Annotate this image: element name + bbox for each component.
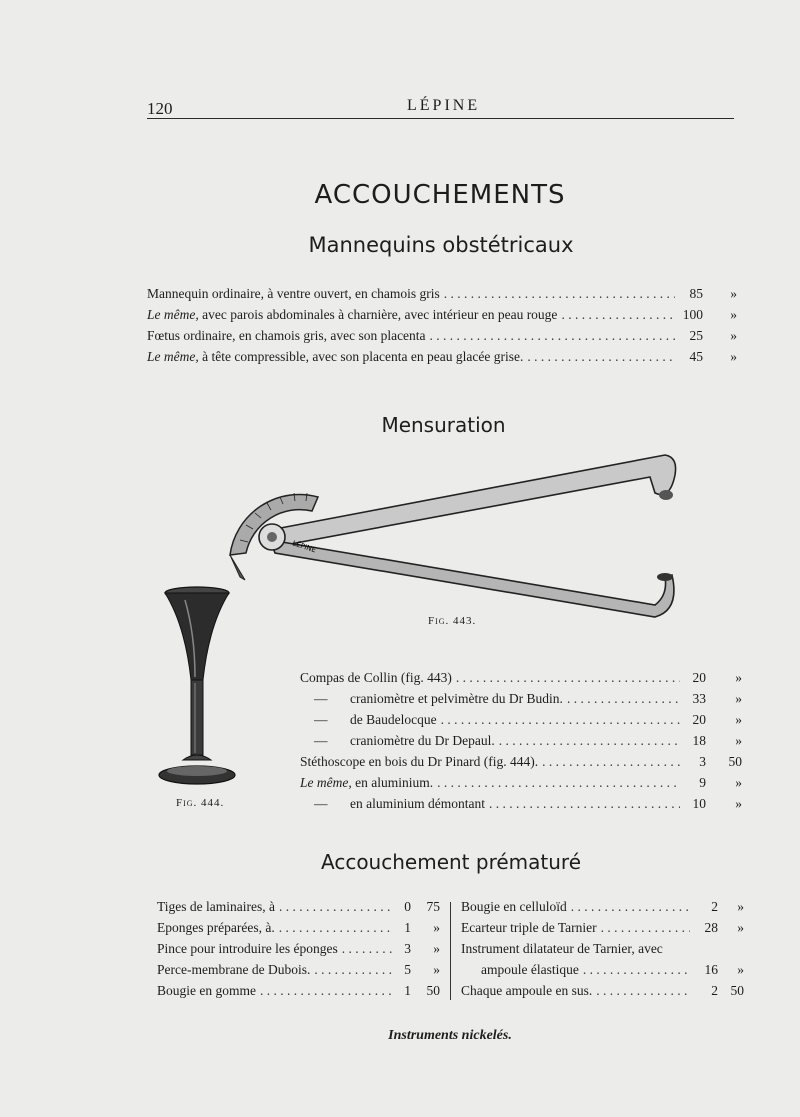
- item-price: 18: [692, 733, 706, 748]
- item-cents: »: [737, 962, 744, 977]
- item-label: Compas de Collin (fig. 443): [300, 670, 452, 685]
- list-item: [147, 307, 737, 328]
- item-cents: »: [737, 920, 744, 935]
- list-item: [461, 983, 744, 1004]
- item-cents: »: [735, 796, 742, 811]
- item-price: 33: [692, 691, 706, 706]
- item-label: en aluminium démontant: [350, 796, 485, 811]
- item-price: 1: [404, 920, 411, 935]
- item-label: Bougie en gomme: [157, 983, 256, 998]
- item-cents: »: [433, 920, 440, 935]
- premature-left-list: [157, 899, 440, 1004]
- item-cents: »: [730, 349, 737, 364]
- item-label: Mannequin ordinaire, à ventre ouvert, en chamois gris: [147, 286, 440, 301]
- item-price: 9: [699, 775, 706, 790]
- item-cents: 50: [728, 754, 742, 769]
- list-item: [461, 962, 744, 983]
- list-item: [157, 983, 440, 1004]
- list-item: [147, 286, 737, 307]
- item-price: 3: [404, 941, 411, 956]
- item-label: Eponges préparées, à.: [157, 920, 275, 935]
- header-rule: [147, 118, 734, 119]
- item-label-italic: Le même,: [147, 307, 199, 322]
- item-label: avec parois abdominales à charnière, avec intérieur en peau rouge: [202, 307, 558, 322]
- item-price: 5: [404, 962, 411, 977]
- item-label: de Baudelocque: [350, 712, 437, 727]
- ditto-dash: —: [314, 796, 328, 811]
- running-title: LÉPINE: [407, 97, 481, 114]
- list-item: [147, 349, 737, 370]
- item-price: 28: [704, 920, 718, 935]
- item-label: Tiges de laminaires, à: [157, 899, 275, 914]
- stethoscope-illustration: [155, 585, 245, 790]
- item-cents: »: [735, 691, 742, 706]
- item-label: en aluminium.: [355, 775, 434, 790]
- item-label: Perce-membrane de Dubois.: [157, 962, 311, 977]
- premature-right-list: [461, 899, 744, 1004]
- list-item: [300, 775, 742, 796]
- item-label: à tête compressible, avec son placenta en peau glacée grise.: [202, 349, 524, 364]
- item-cents: 50: [730, 983, 744, 998]
- item-label: Pince pour introduire les éponges: [157, 941, 338, 956]
- item-label: Stéthoscope en bois du Dr Pinard (fig. 444).: [300, 754, 539, 769]
- list-item: [147, 328, 737, 349]
- list-item: [300, 733, 742, 754]
- item-price: 85: [689, 286, 703, 301]
- item-price: 20: [692, 712, 706, 727]
- item-cents: »: [735, 775, 742, 790]
- list-item: [461, 920, 744, 941]
- list-item: [300, 754, 742, 775]
- engraved-mark: LÉPINE: [291, 539, 317, 555]
- column-divider: [450, 902, 451, 1000]
- item-price: 1: [404, 983, 411, 998]
- item-price: 16: [704, 962, 718, 977]
- item-label: Fœtus ordinaire, en chamois gris, avec son placenta: [147, 328, 426, 343]
- item-cents: »: [735, 670, 742, 685]
- item-label: Bougie en celluloïd: [461, 899, 567, 914]
- item-label-italic: Le même,: [147, 349, 199, 364]
- item-cents: 75: [426, 899, 440, 914]
- item-price: 45: [689, 349, 703, 364]
- item-cents: »: [735, 733, 742, 748]
- footer-heading: Instruments nickelés.: [388, 1028, 512, 1043]
- item-price: 100: [682, 307, 703, 322]
- list-item: [300, 691, 742, 712]
- item-cents: »: [730, 328, 737, 343]
- item-label: Ecarteur triple de Tarnier: [461, 920, 597, 935]
- heading-premature: Accouchement prématuré: [321, 850, 581, 874]
- list-item: [157, 920, 440, 941]
- heading-mensuration: Mensuration: [381, 413, 506, 437]
- item-price: 25: [689, 328, 703, 343]
- item-label-italic: Le même,: [300, 775, 352, 790]
- list-item: [300, 796, 742, 817]
- item-cents: »: [433, 962, 440, 977]
- item-price: 20: [692, 670, 706, 685]
- ditto-dash: —: [314, 712, 328, 727]
- ditto-dash: —: [314, 691, 328, 706]
- item-label: craniomètre et pelvimètre du Dr Budin.: [350, 691, 563, 706]
- list-item: [157, 941, 440, 962]
- item-price: 2: [711, 899, 718, 914]
- item-cents: »: [737, 899, 744, 914]
- list-item: [461, 941, 744, 962]
- list-item: [461, 899, 744, 920]
- item-label: Chaque ampoule en sus.: [461, 983, 593, 998]
- fig444-caption: Fig. 444.: [176, 797, 225, 809]
- item-price: 3: [699, 754, 706, 769]
- mensuration-list: [300, 670, 742, 817]
- list-item: [157, 962, 440, 983]
- list-item: [300, 712, 742, 733]
- page-number: 120: [147, 99, 173, 118]
- item-price: 0: [404, 899, 411, 914]
- item-cents: 50: [426, 983, 440, 998]
- item-cents: »: [730, 286, 737, 301]
- heading-mannequins: Mannequins obstétricaux: [308, 233, 574, 257]
- item-cents: »: [735, 712, 742, 727]
- ditto-dash: —: [314, 733, 328, 748]
- section-title: ACCOUCHEMENTS: [314, 180, 566, 210]
- item-price: 10: [692, 796, 706, 811]
- list-item: [157, 899, 440, 920]
- item-label: ampoule élastique: [481, 962, 579, 977]
- item-price: 2: [711, 983, 718, 998]
- item-cents: »: [433, 941, 440, 956]
- compass-illustration: [210, 445, 685, 635]
- list-item: [300, 670, 742, 691]
- item-label: Instrument dilatateur de Tarnier, avec: [461, 941, 663, 956]
- mannequins-list: [147, 286, 737, 370]
- item-cents: »: [730, 307, 737, 322]
- item-label: craniomètre du Dr Depaul.: [350, 733, 495, 748]
- fig443-caption: Fig. 443.: [428, 615, 477, 627]
